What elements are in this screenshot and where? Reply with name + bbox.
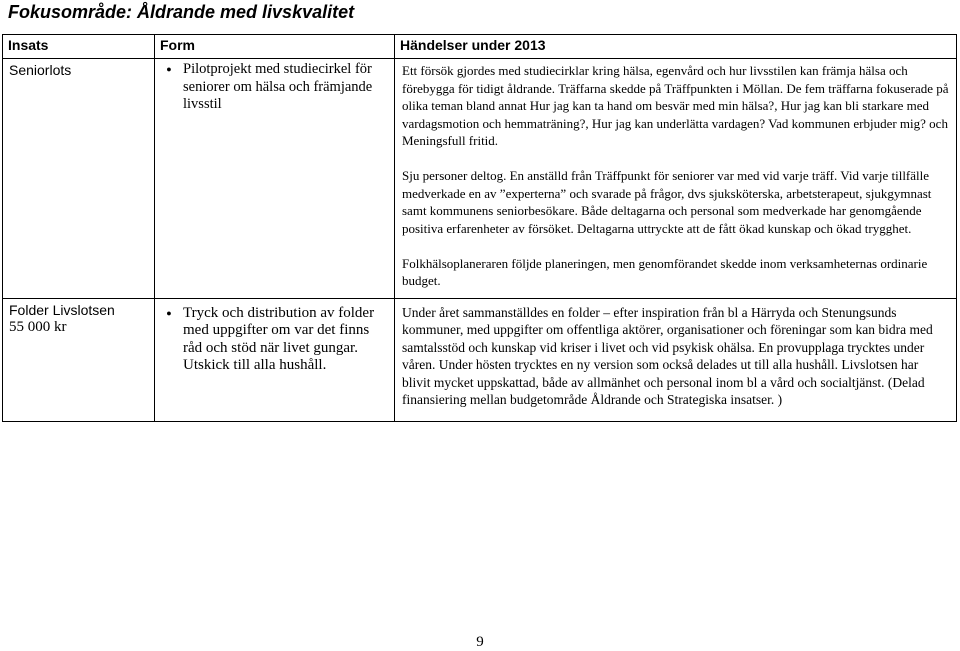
- insats-cost: 55 000 kr: [9, 318, 67, 335]
- handelser-paragraph: Sju personer deltog. En anställd från Träffpunkt för seniorer var med vid varje träff. Vid varje tillfälle medverkade en av ”experterna” och svarade på frågor, dvs sjuksköterska, arbetsterapeut, sjukgymnast samt kommunens seniorbesökare. Både deltagarna och personal som medverkade har genomgående positiva erfarenheter av försöket. Deltagarna uttryckte att de fått ökad kunskap och ökad trygghet.: [402, 168, 932, 236]
- page-number: 9: [476, 634, 484, 650]
- bullet-icon: ●: [166, 307, 172, 318]
- insats-cell: [3, 59, 155, 299]
- insats-cell: [3, 298, 155, 421]
- insats-name: Folder Livslotsen: [9, 301, 115, 318]
- form-cell: [155, 59, 395, 299]
- form-text: Tryck och distribution av folder med uppgifter om var det finns råd och stöd när livet gungar. Utskick till alla hushåll.: [183, 304, 375, 373]
- bullet-icon: ●: [166, 64, 172, 74]
- activity-table: [2, 34, 957, 422]
- page-title: Fokusområde: Åldrande med livskvalitet: [8, 2, 355, 22]
- insats-name: Seniorlots: [9, 62, 72, 78]
- column-header-handelser: Händelser under 2013: [395, 35, 957, 59]
- form-list-item: [155, 61, 388, 114]
- handelser-cell: [395, 298, 957, 421]
- table-header-row: [3, 35, 957, 59]
- handelser-paragraph: Folkhälsoplaneraren följde planeringen, men genomförandet skedde inom verksamheternas ordinarie budget.: [402, 255, 928, 288]
- column-header-insats: Insats: [3, 35, 155, 59]
- form-cell: [155, 298, 395, 421]
- form-list-item: [155, 305, 388, 375]
- column-header-form: Form: [155, 35, 395, 59]
- table-row-seniorlots: [3, 59, 957, 299]
- table-row-folder-livslotsen: [3, 298, 957, 421]
- form-text: Pilotprojekt med studiecirkel för seniorer om hälsa och främjande livsstil: [183, 61, 373, 112]
- handelser-paragraph: Under året sammanställdes en folder – efter inspiration från bl a Härryda och Stenungsunds kommuner, med uppgifter om offentliga aktörer, organisationer och föreningar som kan bidra med samtalsstöd och kunskap vid kriser i livet och vid psykisk ohälsa. En provupplaga trycktes under våren. Under hösten trycktes en ny version som också delades ut till alla hushåll. Livslotsen har blivit mycket uppskattad, både av allmänhet och personal inom bl a vård och socialtjänst. (Delad finansiering mellan budgetområde Åldrande och Strategiska insatser. ): [402, 304, 933, 407]
- handelser-paragraph: Ett försök gjordes med studiecirklar kring hälsa, egenvård och hur livsstilen kan främja hälsa och förebygga för tidigt åldrande. Träffarna skedde på Träffpunkten i Möllan. De fem träffarna fokuserade på olika teman bland annat Hur jag kan ta hand om besvär med min hälsa?, Hur jag kan bli starkare med vardagsmotion och hemmaträning?, Hur jag kan underlätta vardagen? Vad kommunen erbjuder mig? och Meningsfull fritid.: [402, 63, 949, 148]
- handelser-cell: [395, 59, 957, 299]
